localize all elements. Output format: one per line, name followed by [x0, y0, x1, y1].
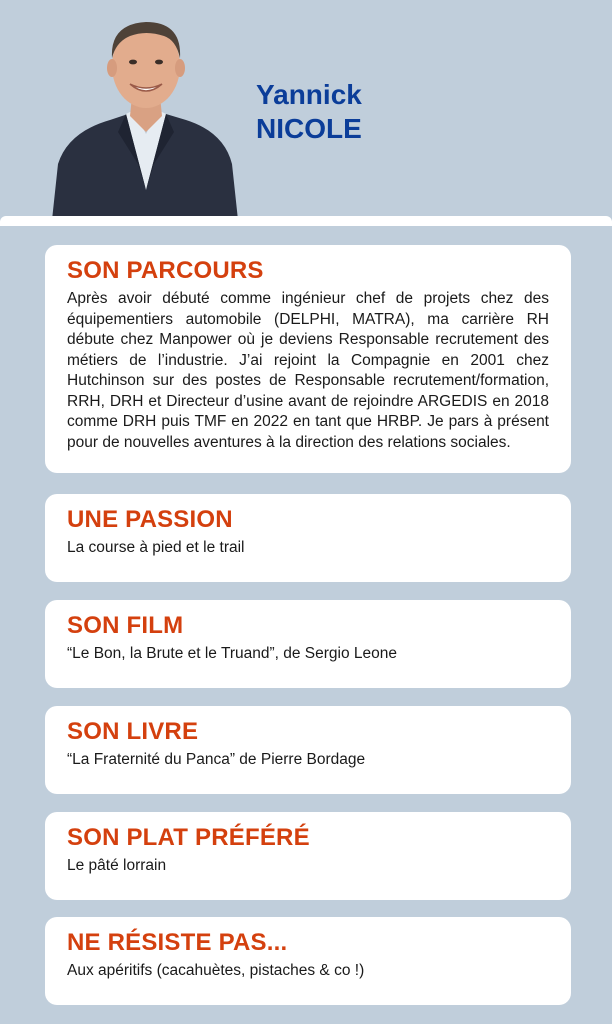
- header: [0, 0, 612, 218]
- section-card-parcours: [45, 245, 571, 473]
- section-title: SON PARCOURS: [67, 257, 264, 284]
- section-text: “La Fraternité du Panca” de Pierre Bordage: [67, 751, 366, 768]
- section-title: SON LIVRE: [67, 718, 199, 745]
- section-text: “Le Bon, la Brute et le Truand”, de Sergio Leone: [67, 645, 398, 662]
- section-title: SON PLAT PRÉFÉRÉ: [67, 824, 310, 851]
- section-title: UNE PASSION: [67, 506, 233, 533]
- section-card-resiste: [45, 917, 571, 1005]
- last-name: NICOLE: [256, 113, 362, 144]
- section-card-film: [45, 600, 571, 688]
- section-text: Aux apéritifs (cacahuètes, pistaches & co !): [67, 962, 365, 979]
- profile-name: [256, 78, 362, 146]
- section-card-livre: [45, 706, 571, 794]
- section-text: La course à pied et le trail: [67, 539, 245, 556]
- first-name: Yannick: [256, 79, 362, 110]
- section-text: Après avoir débuté comme ingénieur chef de projets chez des équipementiers automobile (DELPHI, MATRA), ma carrière RH débute chez Manpower où je deviens Responsable recrutement des métiers de l’industrie. J’ai rejoint la Compagnie en 2001 chez Hutchinson sur des postes de Responsable recrutement/formation, RRH, DRH et Directeur d’usine avant de rejoindre ARGEDIS en 2018 comme DRH puis TMF en 2022 en tant que HRBP. Je pars à présent pour de nouvelles aventures à la direction des relations sociales.: [67, 290, 549, 451]
- section-card-passion: [45, 494, 571, 582]
- header-divider: [0, 216, 612, 226]
- section-text: Le pâté lorrain: [67, 857, 167, 874]
- portrait-photo: [48, 14, 238, 220]
- section-card-plat: [45, 812, 571, 900]
- section-title: SON FILM: [67, 612, 184, 639]
- section-title: NE RÉSISTE PAS...: [67, 929, 288, 956]
